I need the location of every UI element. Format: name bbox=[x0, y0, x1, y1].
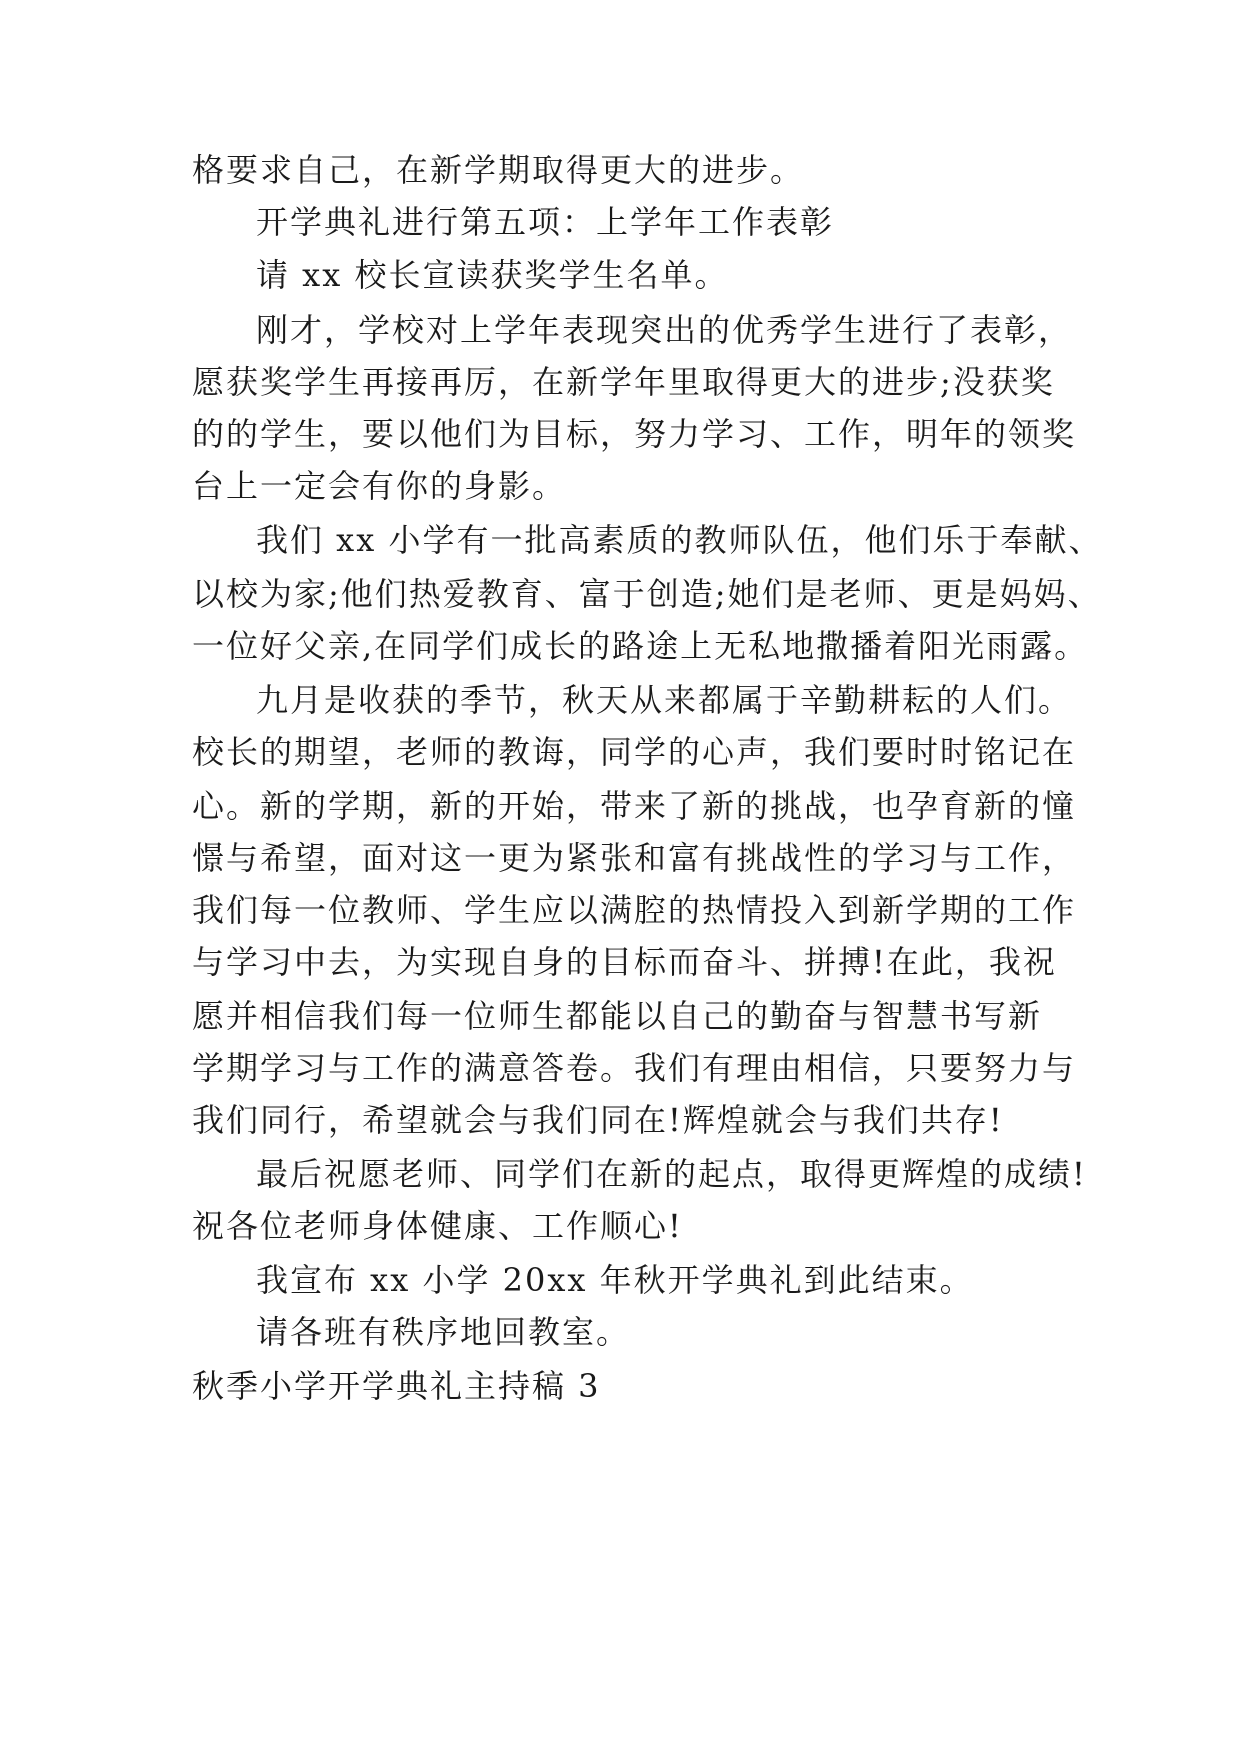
paragraph-line: 格要求自己，在新学期取得更大的进步。 bbox=[192, 151, 805, 189]
paragraph-line: 的的学生，要以他们为目标，努力学习、工作，明年的领奖 bbox=[192, 415, 1077, 453]
paragraph-line: 九月是收获的季节，秋天从来都属于辛勤耕耘的人们。 bbox=[256, 681, 1073, 719]
paragraph-line: 台上一定会有你的身影。 bbox=[192, 467, 567, 505]
paragraph-line: 以校为家;他们热爱教育、富于创造;她们是老师、更是妈妈、 bbox=[192, 575, 1102, 613]
paragraph-line: 憬与希望，面对这一更为紧张和富有挑战性的学习与工作， bbox=[192, 839, 1077, 877]
paragraph-line: 愿获奖学生再接再厉，在新学年里取得更大的进步;没获奖 bbox=[192, 363, 1055, 401]
paragraph-line: 我宣布 xx 小学 20xx 年秋开学典礼到此结束。 bbox=[256, 1261, 974, 1299]
paragraph-line: 请各班有秩序地回教室。 bbox=[256, 1313, 631, 1351]
paragraph-line: 我们同行，希望就会与我们同在!辉煌就会与我们共存! bbox=[192, 1101, 1004, 1139]
paragraph-line: 一位好父亲,在同学们成长的路途上无私地撒播着阳光雨露。 bbox=[192, 627, 1089, 665]
paragraph-line: 请 xx 校长宣读获奖学生名单。 bbox=[256, 256, 729, 294]
paragraph-line: 愿并相信我们每一位师生都能以自己的勤奋与智慧书写新 bbox=[192, 997, 1043, 1035]
paragraph-line: 最后祝愿老师、同学们在新的起点，取得更辉煌的成绩! bbox=[256, 1155, 1087, 1193]
paragraph-line: 与学习中去，为实现自身的目标而奋斗、拼搏!在此，我祝 bbox=[192, 943, 1057, 981]
paragraph-line: 学期学习与工作的满意答卷。我们有理由相信，只要努力与 bbox=[192, 1049, 1077, 1087]
paragraph-line: 祝各位老师身体健康、工作顺心! bbox=[192, 1207, 683, 1245]
paragraph-line: 心。新的学期，新的开始，带来了新的挑战，也孕育新的憧 bbox=[192, 787, 1077, 825]
section-heading: 秋季小学开学典礼主持稿 3 bbox=[192, 1367, 601, 1405]
paragraph-line: 开学典礼进行第五项：上学年工作表彰 bbox=[256, 203, 835, 241]
paragraph-line: 校长的期望，老师的教诲，同学的心声，我们要时时铭记在 bbox=[192, 733, 1077, 771]
paragraph-line: 我们每一位教师、学生应以满腔的热情投入到新学期的工作 bbox=[192, 891, 1077, 929]
paragraph-line: 刚才，学校对上学年表现突出的优秀学生进行了表彰， bbox=[256, 311, 1073, 349]
paragraph-line: 我们 xx 小学有一批高素质的教师队伍，他们乐于奉献、 bbox=[256, 521, 1103, 559]
